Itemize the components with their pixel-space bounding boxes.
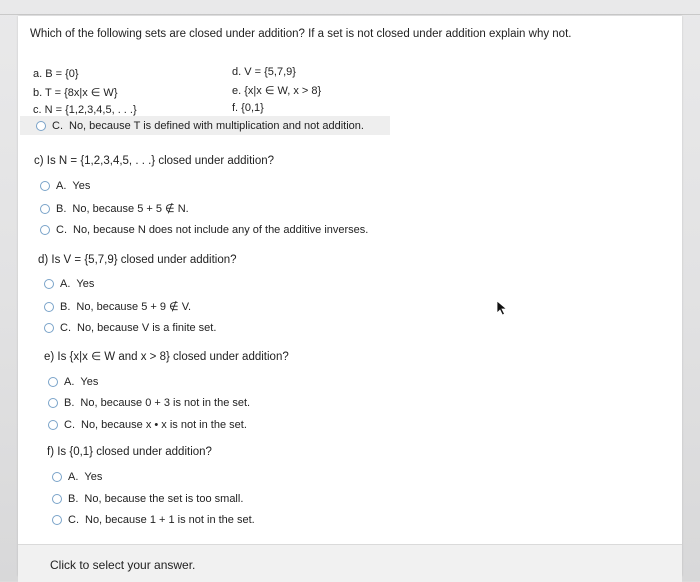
mouse-cursor-icon	[496, 300, 508, 316]
radio-button[interactable]	[52, 515, 62, 525]
option-letter: C.	[68, 514, 79, 526]
option-d-b[interactable]	[44, 300, 191, 313]
option-text: Yes	[76, 278, 95, 290]
option-f-b[interactable]	[52, 493, 243, 505]
option-d-a[interactable]	[44, 278, 94, 290]
option-letter: A.	[68, 471, 79, 483]
option-text: No, because N does not include any of the additive inverses.	[73, 224, 369, 236]
option-letter: A.	[56, 180, 67, 192]
option-text: No, because T is defined with multiplication and not addition.	[69, 120, 364, 132]
radio-button[interactable]	[40, 225, 50, 235]
option-c-a[interactable]	[40, 180, 90, 192]
option-text: Yes	[84, 471, 103, 483]
set-f: f. {0,1}	[232, 102, 264, 114]
option-letter: C.	[52, 120, 63, 132]
set-e: e. {x|x ∈ W, x > 8}	[232, 85, 322, 97]
radio-button[interactable]	[36, 121, 46, 131]
option-d-c[interactable]	[44, 322, 216, 334]
option-letter: C.	[64, 419, 75, 431]
option-e-c[interactable]	[48, 419, 247, 431]
option-f-c[interactable]	[52, 514, 255, 526]
question-c: c) Is N = {1,2,3,4,5, . . .} closed under addition?	[34, 155, 275, 167]
question-e: e) Is {x|x ∈ W and x > 8} closed under addition?	[44, 351, 289, 363]
radio-button[interactable]	[48, 398, 58, 408]
option-text: No, because 5 + 9 ∉ V.	[76, 301, 192, 313]
option-letter: B.	[64, 397, 75, 409]
option-letter: A.	[60, 278, 71, 290]
option-c-c[interactable]	[40, 224, 368, 236]
option-letter: A.	[64, 376, 75, 388]
option-letter: B.	[56, 202, 67, 215]
radio-button[interactable]	[44, 323, 54, 333]
set-a: a. B = {0}	[33, 68, 79, 80]
radio-button[interactable]	[40, 204, 50, 214]
prev-option-c[interactable]	[36, 120, 364, 132]
option-e-b[interactable]	[48, 397, 250, 409]
option-e-a[interactable]	[48, 376, 98, 388]
option-letter: C.	[56, 224, 67, 236]
set-c: c. N = {1,2,3,4,5, . . .}	[33, 104, 137, 116]
set-d: d. V = {5,7,9}	[232, 66, 296, 78]
question-prompt: Which of the following sets are closed under addition? If a set is not closed under addition explain why not.	[30, 28, 572, 40]
radio-button[interactable]	[40, 181, 50, 191]
radio-button[interactable]	[48, 377, 58, 387]
radio-button[interactable]	[48, 420, 58, 430]
question-f: f) Is {0,1} closed under addition?	[47, 446, 212, 458]
option-text: No, because 0 + 3 is not in the set.	[80, 397, 251, 409]
radio-button[interactable]	[44, 302, 54, 312]
option-text: Yes	[80, 376, 99, 388]
question-d: d) Is V = {5,7,9} closed under addition?	[38, 254, 237, 266]
option-text: No, because 1 + 1 is not in the set.	[85, 514, 255, 526]
option-letter: C.	[60, 322, 71, 334]
radio-button[interactable]	[44, 279, 54, 289]
radio-button[interactable]	[52, 494, 62, 504]
option-letter: B.	[68, 493, 79, 505]
option-text: No, because V is a finite set.	[77, 322, 217, 334]
question-panel	[18, 16, 682, 576]
option-text: No, because the set is too small.	[84, 493, 244, 505]
option-text: No, because 5 + 5 ∉ N.	[72, 203, 189, 215]
option-c-b[interactable]	[40, 202, 189, 215]
option-letter: B.	[60, 300, 71, 313]
set-b: b. T = {8x|x ∈ W}	[33, 87, 118, 99]
option-text: No, because x • x is not in the set.	[81, 419, 247, 431]
footer-hint: Click to select your answer.	[50, 558, 196, 572]
option-text: Yes	[72, 180, 91, 192]
top-divider	[0, 14, 700, 15]
option-f-a[interactable]	[52, 471, 102, 483]
radio-button[interactable]	[52, 472, 62, 482]
